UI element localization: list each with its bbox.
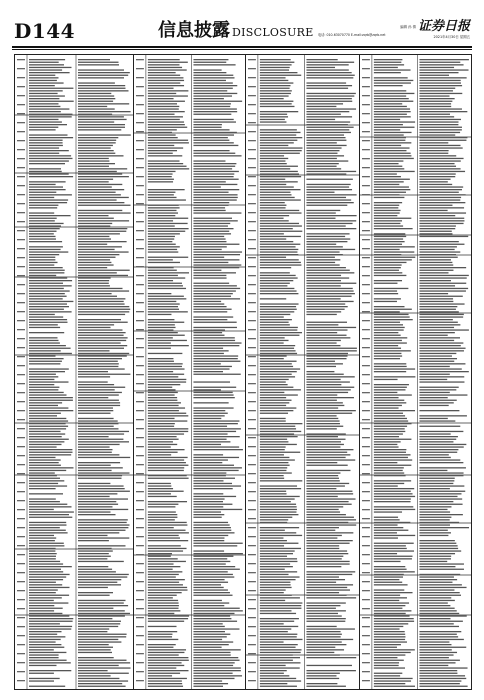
column-4: [359, 55, 471, 689]
section-title-en: DISCLOSURE: [232, 26, 314, 39]
issue-date: 2021年4月30日 星期五: [433, 35, 470, 39]
masthead: [12, 20, 472, 46]
column-1-fine-print: [15, 55, 133, 689]
column-2: [133, 55, 245, 689]
brand-logo: 证券日报: [418, 19, 471, 34]
masthead-rule-thin: [12, 49, 472, 50]
column-3-fine-print: [246, 55, 359, 689]
masthead-rule: [12, 46, 472, 48]
disclosure-body: [14, 54, 472, 690]
section-title-cn: 信息披露: [158, 20, 230, 41]
column-3: [245, 55, 359, 689]
section-title: [158, 20, 314, 44]
column-2-fine-print: [134, 55, 245, 689]
column-4-fine-print: [360, 55, 471, 689]
editor-line: 编辑 孙 倩: [400, 25, 416, 29]
column-1: [15, 55, 133, 689]
contact-line: 电话: 010-63070770 E-mail:zqrb@zqrb.net: [318, 33, 386, 37]
newspaper-brand: [418, 20, 470, 39]
page-number: D144: [14, 19, 76, 43]
